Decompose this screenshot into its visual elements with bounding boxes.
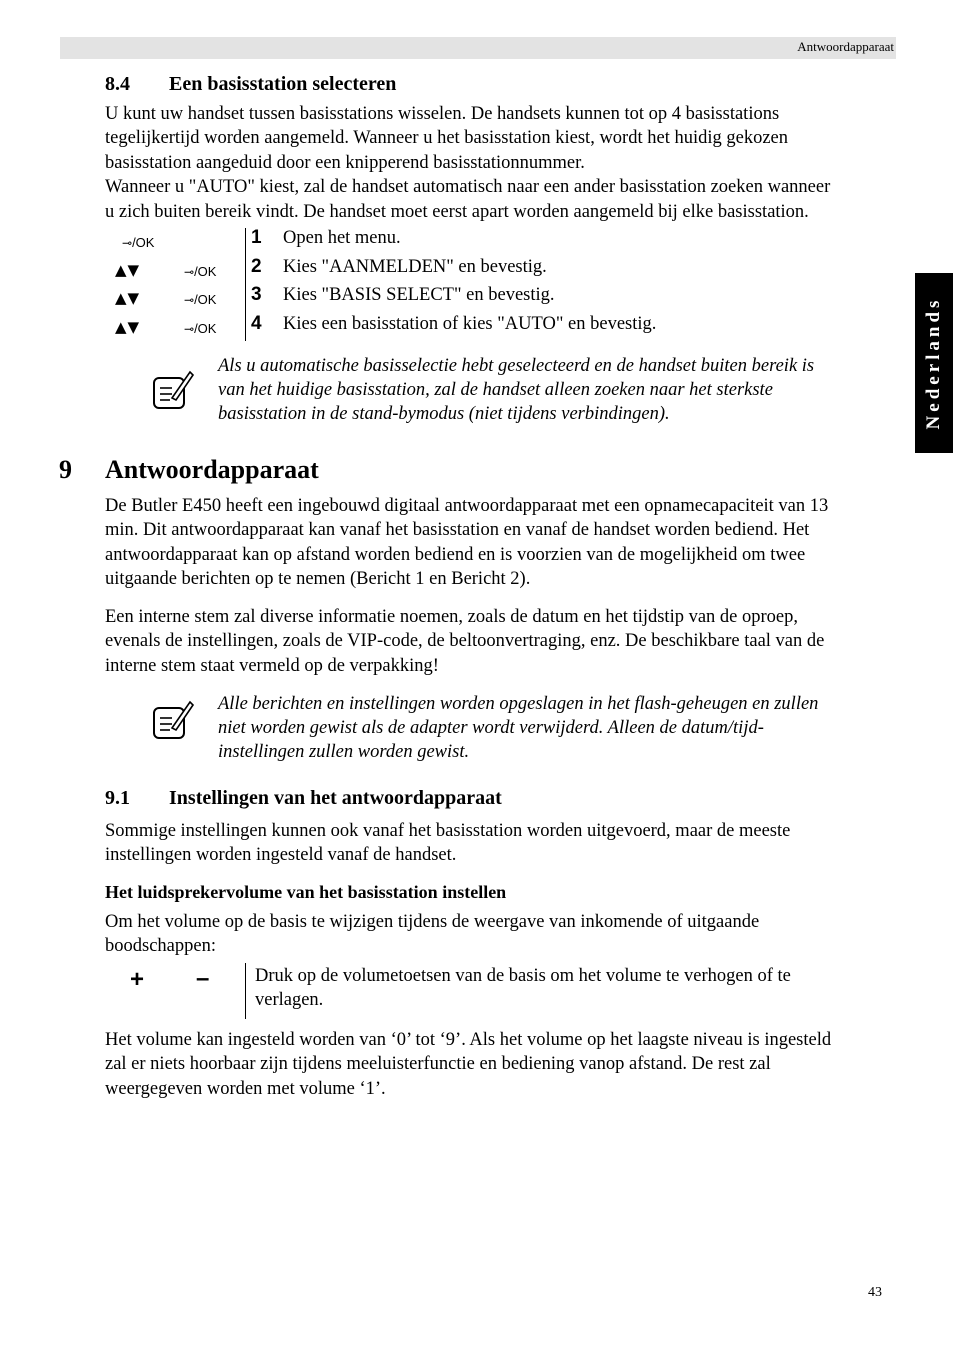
- ok-key: ⊸/OK: [184, 292, 217, 307]
- chapter-title: Antwoordapparaat: [105, 455, 319, 484]
- text-line: Druk op de volumetoetsen van de basis om het volume te verhogen of te: [255, 966, 791, 986]
- section-9-1-paragraph-2: [105, 910, 759, 959]
- step-text: Kies "BASIS SELECT" en bevestig.: [283, 285, 555, 305]
- section-title: Instellingen van het antwoordapparaat: [169, 787, 502, 809]
- text-line: Om het volume op de basis te wijzigen tijdens de weergave van inkomende of uitgaande: [105, 912, 760, 932]
- chapter-9-paragraph-2: [105, 605, 824, 678]
- note-line: van het huidige basisstation, zal de handset alleen zoeken naar het sterkste: [218, 380, 773, 400]
- text-line: Sommige instellingen kunnen ook vanaf het basisstation worden uitgevoerd, maar de meeste: [105, 821, 791, 841]
- subheading-speaker-volume: Het luidsprekervolume van het basisstation instellen: [105, 882, 507, 902]
- section-9-1-paragraph-1: [105, 819, 790, 868]
- language-tab-label: Nederlands: [923, 296, 944, 430]
- text-line: Wanneer u "AUTO" kiest, zal de handset automatisch naar een ander basisstation zoeken wanneer: [105, 177, 831, 198]
- section-8-4-heading: [105, 73, 396, 96]
- step-number: 4: [251, 313, 262, 334]
- step-text: Kies een basisstation of kies "AUTO" en bevestig.: [283, 314, 657, 334]
- step-number: 1: [251, 227, 262, 248]
- menu-arrow-icon: ⊸: [122, 236, 133, 250]
- text-line: Het volume kan ingesteld worden van ‘0’ tot ‘9’. Als het volume op het laagste niveau is ingesteld: [105, 1030, 832, 1050]
- plus-key-icon: +: [130, 966, 145, 993]
- up-down-arrows-icon: ▲▼: [115, 261, 141, 279]
- text-line: De Butler E450 heeft een ingebouwd digitaal antwoordapparaat met een opnamecapaciteit van 13: [105, 496, 829, 516]
- up-down-arrows-icon: ▲▼: [115, 289, 141, 307]
- volume-step-divider: [245, 963, 246, 1019]
- ok-key: ⊸/OK: [122, 235, 155, 250]
- text-line: boodschappen:: [105, 936, 216, 957]
- step-number: 2: [251, 256, 262, 277]
- menu-arrow-icon: ⊸: [184, 322, 195, 336]
- text-line: interne stem staat vermeld op de verpakking!: [105, 655, 439, 676]
- menu-arrow-icon: ⊸: [184, 265, 195, 279]
- text-line: min. Dit antwoordapparaat kan vanaf het basisstation en vanaf de handset worden bediend. Het: [105, 520, 810, 541]
- text-line: tegelijkertijd worden aangemeld. Wanneer u het basisstation kiest, wordt het huidig gekozen: [105, 128, 788, 149]
- text-line: uitgaande berichten op te nemen (Bericht 1 en Bericht 2).: [105, 569, 531, 590]
- text-line: evenals de instellingen, zoals de VIP-code, de beltoonvertraging, enz. De beschikbare taal van de: [105, 631, 825, 652]
- section-number: 9.1: [105, 787, 130, 809]
- text-line: antwoordapparaat kan op afstand worden bediend en is voorzien van de mogelijkheid om twee: [105, 544, 806, 565]
- page-number: 43: [868, 1285, 882, 1300]
- chapter-9-heading: [59, 455, 319, 485]
- volume-step-text: [255, 964, 791, 1013]
- note-line: niet worden gewist als de adapter wordt verwijderd. Alleen de datum/tijd-: [218, 718, 764, 738]
- running-header: [60, 37, 896, 59]
- note-line: Als u automatische basisselectie hebt geselecteerd en de handset buiten bereik is: [218, 356, 815, 376]
- section-9-1-paragraph-3: [105, 1028, 831, 1101]
- note-line: basisstation in de stand-bymodus (niet tijdens verbindingen).: [218, 404, 670, 424]
- text-line: u zich buiten bereik vindt. De handset moet eerst apart worden aangemeld bij elke basisstation.: [105, 201, 809, 222]
- text-line: basisstation aangeduid door een knipperend basisstationnummer.: [105, 152, 585, 173]
- section-9-1-heading: [105, 787, 502, 810]
- minus-key-icon: –: [196, 965, 210, 992]
- text-line: weergegeven worden met volume ‘1’.: [105, 1078, 386, 1099]
- chapter-9-paragraph-1: [105, 494, 828, 592]
- step-text: Open het menu.: [283, 228, 401, 248]
- note-pencil-icon: [150, 698, 194, 742]
- text-line: zal er niets hoorbaar zijn tijdens meeluisterfunctie en bediening vanop afstand. De rest zal: [105, 1054, 771, 1075]
- text-line: U kunt uw handset tussen basisstations wisselen. De handsets kunnen tot op 4 basisstations: [105, 104, 780, 124]
- text-line: Een interne stem zal diverse informatie noemen, zoals de datum en het tijdstip van de oproep,: [105, 607, 799, 627]
- text-line: verlagen.: [255, 990, 324, 1011]
- section-number: 8.4: [105, 73, 130, 95]
- note-line: instellingen zullen worden gewist.: [218, 742, 470, 762]
- up-down-arrows-icon: ▲▼: [115, 318, 141, 336]
- section-8-4-paragraph-1: [105, 102, 830, 224]
- step-text: Kies "AANMELDEN" en bevestig.: [283, 257, 547, 277]
- note-pencil-icon: [150, 368, 194, 412]
- step-number: 3: [251, 284, 262, 305]
- ok-key: ⊸/OK: [184, 264, 217, 279]
- chapter-number: 9: [59, 455, 72, 484]
- language-tab: [915, 273, 953, 453]
- note-flash-memory: [218, 692, 898, 764]
- ok-key: ⊸/OK: [184, 321, 217, 336]
- menu-arrow-icon: ⊸: [184, 293, 195, 307]
- steps-divider: [245, 228, 246, 341]
- note-line: Alle berichten en instellingen worden opgeslagen in het flash-geheugen en zullen: [218, 694, 819, 714]
- section-title: Een basisstation selecteren: [169, 73, 397, 95]
- running-header-title: Antwoordapparaat: [797, 39, 894, 54]
- note-auto-select: [218, 354, 898, 426]
- text-line: instellingen worden ingesteld vanaf de handset.: [105, 845, 457, 866]
